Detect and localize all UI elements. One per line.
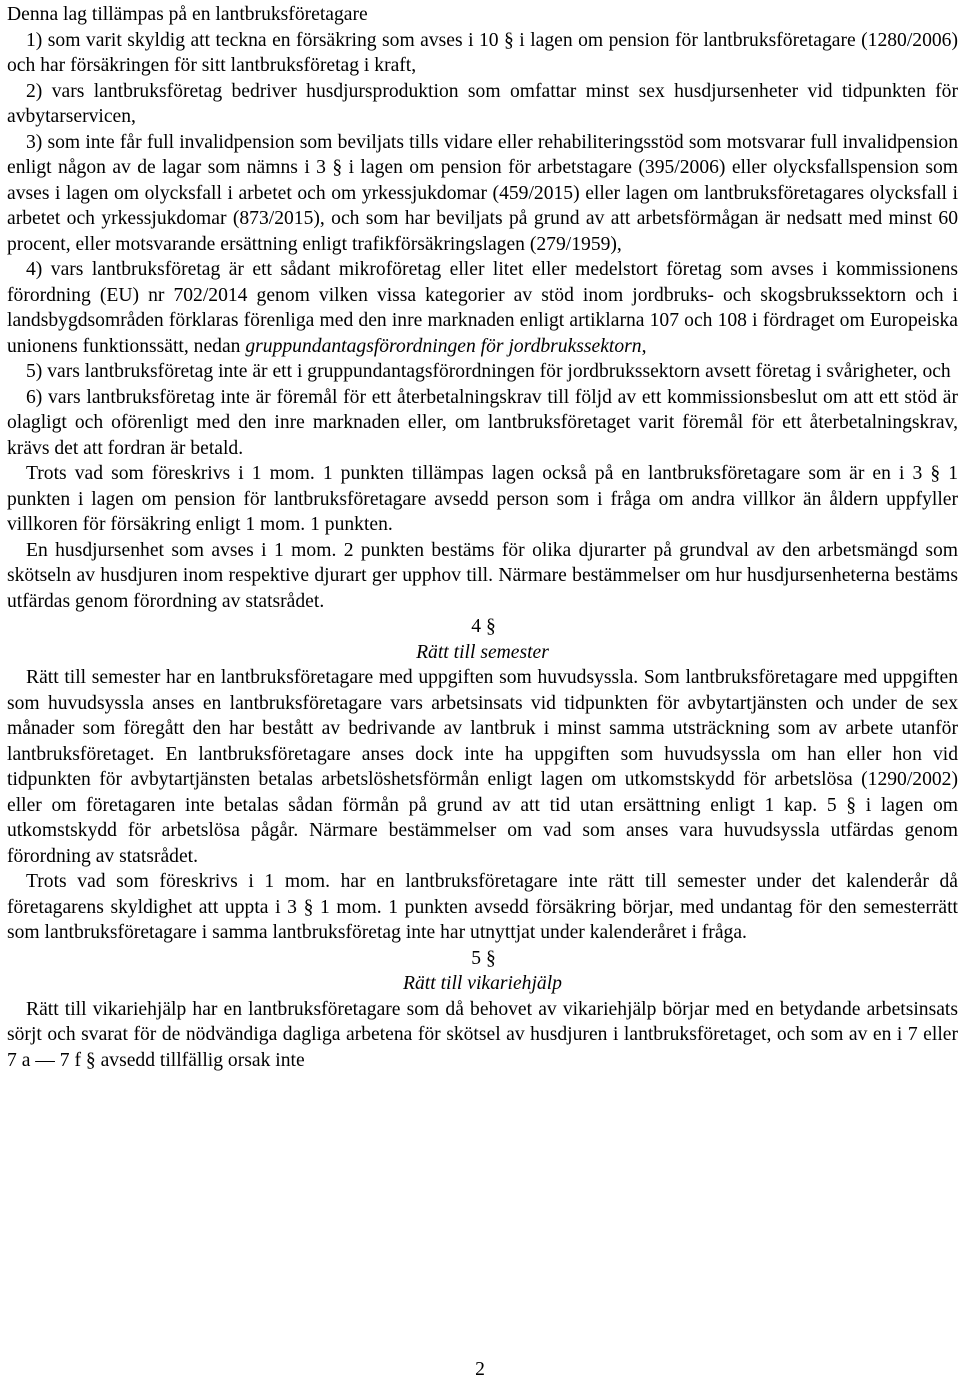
list-item: 5) vars lantbruksföretag inte är ett i gruppundantagsförordningen för jordbrukssektorn avsett företag i svårigheter, och [26,361,951,382]
body-paragraph: Trots vad som föreskrivs i 1 mom. har en lantbruksföretagare inte rätt till semester under det kalenderår då företagarens skyldighet att uppta i 3 § 1 mom. 1 punkten avsedd försäkring börjar, med undantag för den semesterrätt som lantbruksföretagare i samma lantbruksföretag inte har utnyttjat under kalenderåret i fråga. [7,871,958,943]
list-item: 3) som inte får full invalidpension som beviljats tills vidare eller rehabiliteringsstöd som motsvarar full invalidpension enligt någon av de lagar som nämns i 3 § i lagen om pension för arbetstagare (395/2006) eller olycksfallspension som avses i lagen om olycksfall i arbetet och om yrkessjukdomar (459/2015) eller lagen om lantbruksföretagares olycksfall i arbetet och yrkessjukdomar (873/2015), och som har beviljats på grund av att arbetsförmågan är nedsatt med minst 60 procent, eller motsvarande ersättning enligt trafikförsäkringslagen (279/1959), [7,131,958,255]
intro-paragraph: Denna lag tillämpas på en lantbruksföretagare [7,4,368,25]
document-page [7,2,958,1073]
section-title: Rätt till vikariehjälp [403,973,562,994]
page-number: 2 [475,1359,485,1380]
list-item-tail: , [641,335,647,357]
list-item: 6) vars lantbruksföretag inte är föremål för ett återbetalningskrav till följd av ett kommissionsbeslut om att ett stöd är olagligt och oförenligt med den inre marknaden eller, om lantbruksföretaget varit föremål för ett återbetalningskrav, krävs det att fordran är betald. [7,386,958,459]
list-item-text: 4) vars lantbruksföretag är ett sådant mikroföretag eller litet eller medelstort företag som avses i kommissionens förordning (EU) nr 702/2014 genom vilken vissa kategorier av stöd inom jordbruks- och skogsbrukssektorn och i landsbygdsområden förklaras förenliga med den inre marknaden enligt artiklarna 107 och 108 i fördraget om Europeiska unionens funktionssätt, nedan [7,259,958,357]
body-paragraph: Rätt till vikariehjälp har en lantbruksföretagare som då behovet av vikariehjälp börjar med en betydande arbetsinsats sörjt och svarat för de nödvändiga dagliga arbetena för skötsel av husdjuren i lantbruksföretaget, och som av en i 7 eller 7 a — 7 f § avsedd tillfällig orsak inte [7,998,958,1071]
section-number: 5 § [471,947,496,969]
body-paragraph: En husdjursenhet som avses i 1 mom. 2 punkten bestäms för olika djurarter på grundval av den arbetsmängd som skötseln av husdjuren inom respektive djurart ger upphov till. Närmare bestämmelser om hur husdjursenheterna bestäms utfärdas genom förordning av statsrådet. [7,539,958,612]
section-number: 4 § [471,616,496,637]
list-item: 2) vars lantbruksföretag bedriver husdjursproduktion som omfattar minst sex husdjursenheter vid tidpunkten för avbytarservicen, [7,80,958,127]
body-paragraph: Rätt till semester har en lantbruksföretagare med uppgiften som huvudsyssla. Som lantbruksföretagare med uppgiften som huvudsyssla anses en lantbruksföretagare vars arbetsinsats vid tidpunkten för avbytartjänsten och under de sex månader som föregått den har bestått av bedrivande av lantbruk i minst samma utsträckning som av arbete utanför lantbruksföretaget. En lantbruksföretagare anses dock inte ha uppgiften som huvudsyssla om han eller hon vid tidpunkten för avbytartjänsten betalas arbetslöshetsförmån enligt lagen om utkomstskydd för arbetslösa (1290/2002) eller om företagaren inte betalas sådan förmån på grund av att tid utan ersättning enligt 1 kap. 5 § i lagen om utkomstskydd för arbetslösa pågår. Närmare bestämmelser om vad som anses vara huvudsyssla utfärdas genom förordning av statsrådet. [7,667,958,867]
list-item: 1) som varit skyldig att teckna en försäkring som avses i 10 § i lagen om pension för lantbruksföretagare (1280/2006) och har försäkringen för sitt lantbruksföretag i kraft, [7,29,958,76]
list-item [7,257,958,359]
defined-term: gruppundantagsförordningen för jordbrukssektorn [245,335,642,357]
section-title: Rätt till semester [416,641,549,663]
body-paragraph: Trots vad som föreskrivs i 1 mom. 1 punkten tillämpas lagen också på en lantbruksföretagare som är en i 3 § 1 punkten i lagen om pension för lantbruksföretagare avsedd person som i fråga om andra villkor än åldern uppfyller villkoren för försäkring enligt 1 mom. 1 punkten. [7,463,958,535]
